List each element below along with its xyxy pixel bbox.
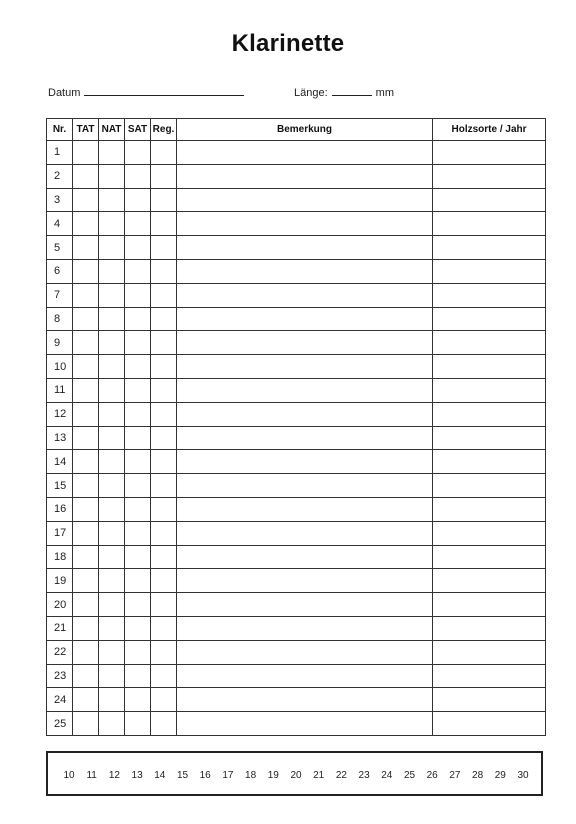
reg-cell[interactable]	[151, 569, 177, 593]
nat-cell[interactable]	[99, 236, 125, 260]
nat-cell[interactable]	[99, 616, 125, 640]
table-row	[47, 450, 546, 474]
holzsorte-cell[interactable]	[433, 236, 546, 260]
tat-cell[interactable]	[73, 521, 99, 545]
bemerkung-cell[interactable]	[177, 259, 433, 283]
table-row	[47, 664, 546, 688]
bemerkung-cell[interactable]	[177, 188, 433, 212]
scale-number: 26	[426, 769, 438, 781]
reg-cell[interactable]	[151, 355, 177, 379]
reg-cell[interactable]	[151, 664, 177, 688]
scale-number: 20	[290, 769, 302, 781]
bemerkung-cell[interactable]	[177, 712, 433, 736]
scale-number: 27	[449, 769, 461, 781]
table-row	[47, 259, 546, 283]
reg-cell[interactable]	[151, 164, 177, 188]
tat-cell[interactable]	[73, 426, 99, 450]
header-bemerkung: Bemerkung	[177, 119, 433, 141]
scale-number: 25	[403, 769, 416, 781]
table-row	[47, 212, 546, 236]
header-sat: SAT	[125, 119, 151, 141]
tat-cell[interactable]	[73, 164, 99, 188]
sat-cell[interactable]	[125, 259, 151, 283]
table-row	[47, 283, 546, 307]
tat-cell[interactable]	[73, 688, 99, 712]
tat-cell[interactable]	[73, 450, 99, 474]
nat-cell[interactable]	[99, 355, 125, 379]
nat-cell[interactable]	[99, 141, 125, 165]
sat-cell[interactable]	[125, 474, 151, 498]
nat-cell[interactable]	[99, 545, 125, 569]
sat-cell[interactable]	[125, 355, 151, 379]
sat-cell[interactable]	[125, 236, 151, 260]
table-row	[47, 188, 546, 212]
reed-table	[46, 118, 546, 736]
holzsorte-cell[interactable]	[433, 664, 546, 688]
reg-cell[interactable]	[151, 474, 177, 498]
tat-cell[interactable]	[73, 616, 99, 640]
reg-cell[interactable]	[151, 497, 177, 521]
tat-cell[interactable]	[73, 474, 99, 498]
sat-cell[interactable]	[125, 283, 151, 307]
holzsorte-cell[interactable]	[433, 593, 546, 617]
bemerkung-cell[interactable]	[177, 497, 433, 521]
reg-cell[interactable]	[151, 593, 177, 617]
table-header-row	[47, 119, 546, 141]
table-row	[47, 688, 546, 712]
nr-cell: 9	[47, 331, 73, 355]
reg-cell[interactable]	[151, 188, 177, 212]
scale-number: 12	[108, 769, 120, 781]
reg-cell[interactable]	[151, 378, 177, 402]
holzsorte-cell[interactable]	[433, 640, 546, 664]
laenge-label: Länge	[294, 87, 325, 99]
scale-number: 29	[494, 769, 506, 781]
bemerkung-cell[interactable]	[177, 474, 433, 498]
scale-numbers	[48, 768, 541, 782]
bemerkung-cell[interactable]	[177, 307, 433, 331]
bemerkung-cell[interactable]	[177, 402, 433, 426]
nat-cell[interactable]	[99, 664, 125, 688]
bemerkung-cell[interactable]	[177, 688, 433, 712]
scale-number: 24	[381, 769, 393, 781]
sat-cell[interactable]	[125, 688, 151, 712]
holzsorte-cell[interactable]	[433, 616, 546, 640]
sat-cell[interactable]	[125, 569, 151, 593]
scale-number: 28	[472, 769, 484, 781]
reg-cell[interactable]	[151, 283, 177, 307]
table-row	[47, 545, 546, 569]
holzsorte-cell[interactable]	[433, 378, 546, 402]
tat-cell[interactable]	[73, 259, 99, 283]
holzsorte-cell[interactable]	[433, 355, 546, 379]
bemerkung-cell[interactable]	[177, 521, 433, 545]
nr-cell: 1	[47, 141, 73, 165]
nat-cell[interactable]	[99, 474, 125, 498]
tat-cell[interactable]	[73, 569, 99, 593]
bemerkung-cell[interactable]	[177, 616, 433, 640]
nr-cell: 19	[47, 569, 73, 593]
table-row	[47, 474, 546, 498]
sat-cell[interactable]	[125, 307, 151, 331]
header-holzsorte: Holzsorte / Jahr	[433, 119, 546, 141]
bemerkung-cell[interactable]	[177, 545, 433, 569]
table-row	[47, 236, 546, 260]
scale-number: 16	[199, 769, 211, 781]
datum-field[interactable]	[48, 86, 244, 99]
holzsorte-cell[interactable]	[433, 188, 546, 212]
nr-cell: 20	[47, 593, 73, 617]
header-nr: Nr.	[47, 119, 73, 141]
nr-cell: 25	[47, 712, 73, 736]
nr-cell: 13	[47, 426, 73, 450]
bemerkung-cell[interactable]	[177, 141, 433, 165]
bemerkung-cell[interactable]	[177, 283, 433, 307]
page-title: Klarinette	[231, 30, 345, 57]
tat-cell[interactable]	[73, 402, 99, 426]
tat-cell[interactable]	[73, 331, 99, 355]
reg-cell[interactable]	[151, 545, 177, 569]
sat-cell[interactable]	[125, 593, 151, 617]
sat-cell[interactable]	[125, 450, 151, 474]
bemerkung-cell[interactable]	[177, 664, 433, 688]
tat-cell[interactable]	[73, 664, 99, 688]
holzsorte-cell[interactable]	[433, 688, 546, 712]
sat-cell[interactable]	[125, 712, 151, 736]
nr-cell: 16	[47, 497, 73, 521]
nat-cell[interactable]	[99, 212, 125, 236]
nr-cell: 11	[47, 378, 73, 402]
holzsorte-cell[interactable]	[433, 569, 546, 593]
holzsorte-cell[interactable]	[433, 307, 546, 331]
holzsorte-cell[interactable]	[433, 212, 546, 236]
nat-cell[interactable]	[99, 331, 125, 355]
holzsorte-cell[interactable]	[433, 402, 546, 426]
bemerkung-cell[interactable]	[177, 355, 433, 379]
reg-cell[interactable]	[151, 426, 177, 450]
nat-cell[interactable]	[99, 569, 125, 593]
datum-input-line[interactable]	[84, 86, 244, 96]
table-row	[47, 640, 546, 664]
reg-cell[interactable]	[151, 521, 177, 545]
bemerkung-cell[interactable]	[177, 378, 433, 402]
nat-cell[interactable]	[99, 188, 125, 212]
nr-cell: 3	[47, 188, 73, 212]
nat-cell[interactable]	[99, 164, 125, 188]
reg-cell[interactable]	[151, 712, 177, 736]
scale-number: 19	[267, 769, 279, 781]
reg-cell[interactable]	[151, 688, 177, 712]
tat-cell[interactable]	[73, 712, 99, 736]
nr-cell: 10	[47, 355, 73, 379]
nat-cell[interactable]	[99, 283, 125, 307]
reg-cell[interactable]	[151, 450, 177, 474]
bemerkung-cell[interactable]	[177, 450, 433, 474]
nat-cell[interactable]	[99, 259, 125, 283]
bemerkung-cell[interactable]	[177, 164, 433, 188]
reed-scale-box	[46, 751, 543, 796]
bemerkung-cell[interactable]	[177, 569, 433, 593]
holzsorte-cell[interactable]	[433, 474, 546, 498]
tat-cell[interactable]	[73, 355, 99, 379]
nr-cell: 23	[47, 664, 73, 688]
table-row	[47, 378, 546, 402]
datum-label: Datum	[48, 87, 81, 99]
sat-cell[interactable]	[125, 664, 151, 688]
nr-cell: 22	[47, 640, 73, 664]
bemerkung-cell[interactable]	[177, 426, 433, 450]
scale-number: 14	[154, 769, 166, 781]
reg-cell[interactable]	[151, 616, 177, 640]
header-reg: Reg.	[151, 119, 177, 141]
nat-cell[interactable]	[99, 640, 125, 664]
scale-number: 18	[245, 769, 257, 781]
scale-number: 13	[131, 769, 143, 781]
bemerkung-cell[interactable]	[177, 236, 433, 260]
holzsorte-cell[interactable]	[433, 141, 546, 165]
tat-cell[interactable]	[73, 497, 99, 521]
tat-cell[interactable]	[73, 640, 99, 664]
table-row	[47, 164, 546, 188]
table-row	[47, 355, 546, 379]
table-row	[47, 426, 546, 450]
table-row	[47, 331, 546, 355]
reg-cell[interactable]	[151, 212, 177, 236]
bemerkung-cell[interactable]	[177, 331, 433, 355]
holzsorte-cell[interactable]	[433, 331, 546, 355]
tat-cell[interactable]	[73, 188, 99, 212]
nat-cell[interactable]	[99, 402, 125, 426]
sat-cell[interactable]	[125, 497, 151, 521]
holzsorte-cell[interactable]	[433, 259, 546, 283]
tat-cell[interactable]	[73, 545, 99, 569]
table-row	[47, 307, 546, 331]
scale-number: 17	[222, 769, 234, 781]
reg-cell[interactable]	[151, 640, 177, 664]
bemerkung-cell[interactable]	[177, 640, 433, 664]
nr-cell: 15	[47, 474, 73, 498]
reg-cell[interactable]	[151, 141, 177, 165]
tat-cell[interactable]	[73, 283, 99, 307]
tat-cell[interactable]	[73, 141, 99, 165]
nr-cell: 5	[47, 236, 73, 260]
table-row	[47, 521, 546, 545]
tat-cell[interactable]	[73, 212, 99, 236]
reg-cell[interactable]	[151, 402, 177, 426]
nr-cell: 6	[47, 259, 73, 283]
table-row	[47, 141, 546, 165]
table-row	[47, 593, 546, 617]
header-tat: TAT	[73, 119, 99, 141]
nr-cell: 18	[47, 545, 73, 569]
nat-cell[interactable]	[99, 521, 125, 545]
table-row	[47, 616, 546, 640]
nat-cell[interactable]	[99, 712, 125, 736]
nat-cell[interactable]	[99, 497, 125, 521]
nr-cell: 4	[47, 212, 73, 236]
scale-number: 15	[176, 769, 189, 781]
holzsorte-cell[interactable]	[433, 712, 546, 736]
table-row	[47, 569, 546, 593]
sat-cell[interactable]	[125, 164, 151, 188]
sat-cell[interactable]	[125, 402, 151, 426]
nr-cell: 12	[47, 402, 73, 426]
tat-cell[interactable]	[73, 307, 99, 331]
reg-cell[interactable]	[151, 331, 177, 355]
nat-cell[interactable]	[99, 307, 125, 331]
table-row	[47, 712, 546, 736]
sat-cell[interactable]	[125, 521, 151, 545]
tat-cell[interactable]	[73, 378, 99, 402]
nr-cell: 17	[47, 521, 73, 545]
reg-cell[interactable]	[151, 259, 177, 283]
scale-number: 23	[358, 769, 370, 781]
sat-cell[interactable]	[125, 331, 151, 355]
holzsorte-cell[interactable]	[433, 521, 546, 545]
sat-cell[interactable]	[125, 212, 151, 236]
laenge-unit: mm	[375, 87, 394, 99]
scale-number: 21	[313, 769, 325, 781]
laenge-input-line[interactable]	[332, 86, 372, 96]
holzsorte-cell[interactable]	[433, 426, 546, 450]
table-row	[47, 402, 546, 426]
tat-cell[interactable]	[73, 593, 99, 617]
sat-cell[interactable]	[125, 426, 151, 450]
nat-cell[interactable]	[99, 688, 125, 712]
scale-number: 22	[335, 769, 347, 781]
sat-cell[interactable]	[125, 378, 151, 402]
table-row	[47, 497, 546, 521]
sat-cell[interactable]	[125, 640, 151, 664]
scale-number: 30	[517, 769, 529, 781]
nr-cell: 8	[47, 307, 73, 331]
nat-cell[interactable]	[99, 378, 125, 402]
bemerkung-cell[interactable]	[177, 593, 433, 617]
nr-cell: 24	[47, 688, 73, 712]
scale-number: 10	[63, 769, 75, 781]
holzsorte-cell[interactable]	[433, 164, 546, 188]
reg-cell[interactable]	[151, 236, 177, 260]
tat-cell[interactable]	[73, 236, 99, 260]
sat-cell[interactable]	[125, 141, 151, 165]
holzsorte-cell[interactable]	[433, 450, 546, 474]
table-body	[47, 141, 546, 736]
nr-cell: 21	[47, 616, 73, 640]
sat-cell[interactable]	[125, 188, 151, 212]
sat-cell[interactable]	[125, 616, 151, 640]
nr-cell: 14	[47, 450, 73, 474]
holzsorte-cell[interactable]	[433, 283, 546, 307]
holzsorte-cell[interactable]	[433, 545, 546, 569]
sat-cell[interactable]	[125, 545, 151, 569]
nr-cell: 2	[47, 164, 73, 188]
nat-cell[interactable]	[99, 426, 125, 450]
nat-cell[interactable]	[99, 450, 125, 474]
laenge-field[interactable]: Länge: mm	[294, 87, 394, 99]
holzsorte-cell[interactable]	[433, 497, 546, 521]
reg-cell[interactable]	[151, 307, 177, 331]
nat-cell[interactable]	[99, 593, 125, 617]
bemerkung-cell[interactable]	[177, 212, 433, 236]
header-nat: NAT	[99, 119, 125, 141]
scale-number: 11	[86, 769, 97, 781]
nr-cell: 7	[47, 283, 73, 307]
